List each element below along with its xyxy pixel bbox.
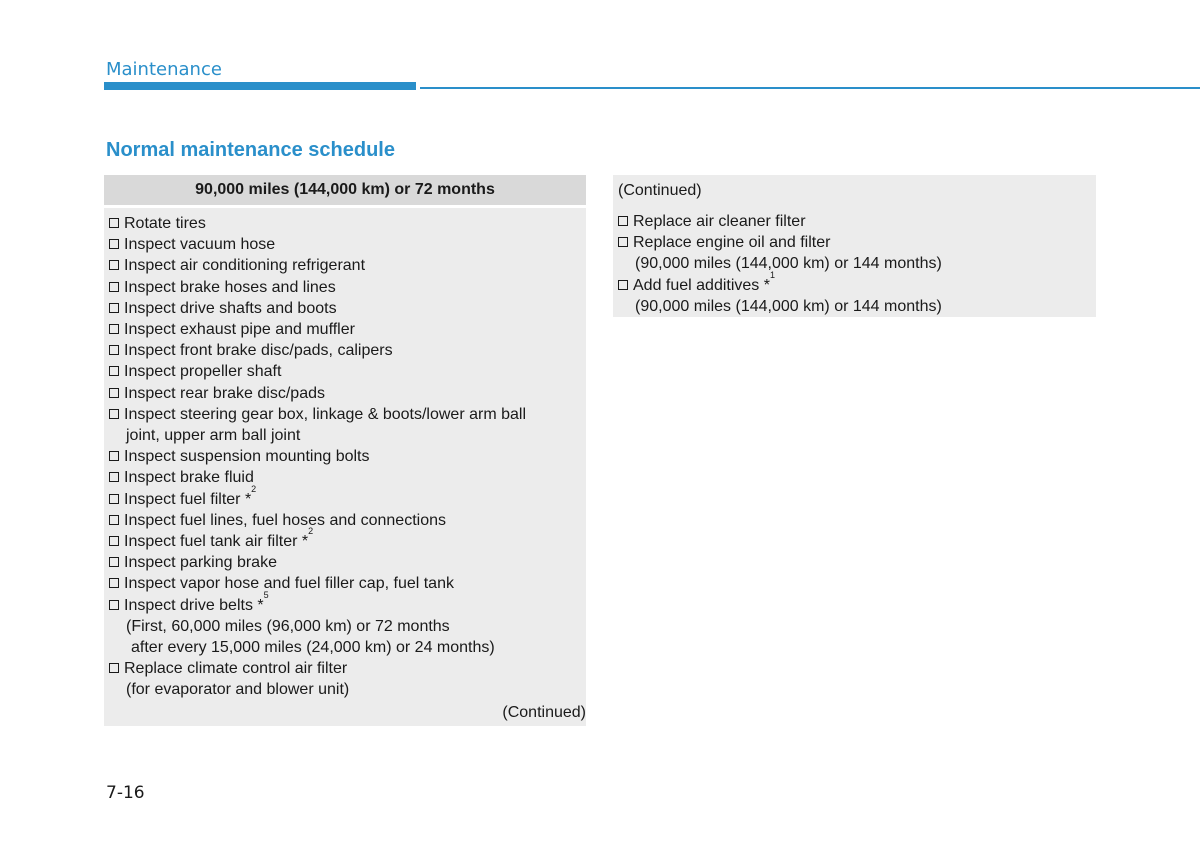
item-subtext: (First, 60,000 miles (96,000 km) or 72 months: [126, 617, 450, 635]
list-item: [108, 234, 586, 255]
list-item: [108, 526, 586, 552]
item-text: Add fuel additives *: [633, 276, 770, 294]
schedule-heading: 90,000 miles (144,000 km) or 72 months: [104, 175, 586, 208]
footnote-marker: 2: [308, 526, 314, 537]
list-item: [617, 211, 1096, 232]
list-item: [108, 658, 586, 700]
checkbox-icon: [109, 536, 119, 546]
checkbox-icon: [109, 303, 119, 313]
checkbox-icon: [109, 663, 119, 673]
list-item: [108, 277, 586, 298]
item-text: Inspect air conditioning refrigerant: [124, 257, 366, 275]
schedule-list-right: [613, 205, 1096, 317]
footnote-marker: 5: [263, 589, 269, 600]
list-item: [108, 467, 586, 488]
item-text: Inspect exhaust pipe and muffler: [124, 321, 355, 339]
item-text: Replace engine oil and filter: [633, 234, 831, 252]
item-text: Replace air cleaner filter: [633, 213, 806, 230]
checkbox-icon: [109, 324, 119, 334]
schedule-panel-left: [104, 175, 586, 726]
item-text: Inspect steering gear box, linkage & boots/lower arm ball: [124, 405, 526, 423]
checkbox-icon: [109, 260, 119, 270]
continued-note-left: (Continued): [502, 704, 586, 721]
item-text: Inspect suspension mounting bolts: [124, 448, 370, 466]
list-item: [108, 404, 586, 446]
item-text: Inspect rear brake disc/pads: [124, 384, 325, 402]
list-item: [108, 552, 586, 573]
list-item: [108, 298, 586, 319]
footnote-marker: 2: [251, 483, 257, 494]
checkbox-icon: [109, 494, 119, 504]
item-text: Inspect vapor hose and fuel filler cap, fuel tank: [124, 575, 454, 593]
list-item: [108, 361, 586, 382]
checkbox-icon: [618, 237, 628, 247]
checkbox-icon: [109, 345, 119, 355]
item-text: Inspect brake hoses and lines: [124, 278, 336, 296]
schedule-panel-right: [613, 175, 1096, 317]
item-text: Inspect brake fluid: [124, 469, 254, 487]
item-subtext: (90,000 miles (144,000 km) or 144 months): [635, 297, 942, 315]
checkbox-icon: [109, 388, 119, 398]
item-text: Inspect front brake disc/pads, calipers: [124, 342, 393, 360]
footnote-marker: 1: [769, 269, 775, 280]
schedule-list-left: [104, 208, 586, 701]
list-item: [108, 573, 586, 594]
page-number: 7-16: [106, 783, 145, 803]
checkbox-icon: [109, 600, 119, 610]
item-text: Inspect fuel filter *: [124, 490, 252, 508]
list-item: [108, 589, 586, 659]
checkbox-icon: [618, 280, 628, 290]
list-item: [108, 255, 586, 276]
list-item: [617, 232, 1096, 274]
section-header: Maintenance: [106, 59, 222, 80]
checkbox-icon: [109, 451, 119, 461]
header-rule-thick: [104, 82, 416, 90]
item-subtext: (for evaporator and blower unit): [126, 681, 350, 699]
checkbox-icon: [109, 218, 119, 228]
checkbox-icon: [618, 216, 628, 226]
item-subtext: joint, upper arm ball joint: [126, 427, 301, 445]
continued-note-right: (Continued): [618, 182, 702, 199]
list-item: [108, 319, 586, 340]
item-text: Inspect fuel lines, fuel hoses and connections: [124, 511, 446, 529]
item-text: Inspect fuel tank air filter *: [124, 533, 309, 551]
item-text: Rotate tires: [124, 215, 206, 232]
checkbox-icon: [109, 366, 119, 376]
list-item: [108, 510, 586, 531]
list-item: [108, 340, 586, 361]
item-text: Inspect propeller shaft: [124, 363, 282, 381]
page-title: Normal maintenance schedule: [106, 139, 395, 161]
item-subtext: after every 15,000 miles (24,000 km) or 24 months): [131, 639, 495, 657]
header-rule-thin: [420, 87, 1200, 89]
item-text: Inspect drive shafts and boots: [124, 299, 337, 317]
item-text: Inspect drive belts *: [124, 596, 264, 614]
list-item: [108, 213, 586, 234]
checkbox-icon: [109, 515, 119, 525]
item-text: Replace climate control air filter: [124, 660, 348, 678]
checkbox-icon: [109, 578, 119, 588]
list-item: [617, 269, 1096, 317]
list-item: [108, 483, 586, 510]
checkbox-icon: [109, 557, 119, 567]
item-text: Inspect parking brake: [124, 554, 277, 572]
checkbox-icon: [109, 472, 119, 482]
item-text: Inspect vacuum hose: [124, 236, 276, 254]
item-subtext: (90,000 miles (144,000 km) or 144 months): [635, 255, 942, 273]
checkbox-icon: [109, 282, 119, 292]
checkbox-icon: [109, 239, 119, 249]
checkbox-icon: [109, 409, 119, 419]
list-item: [108, 383, 586, 404]
list-item: [108, 446, 586, 467]
